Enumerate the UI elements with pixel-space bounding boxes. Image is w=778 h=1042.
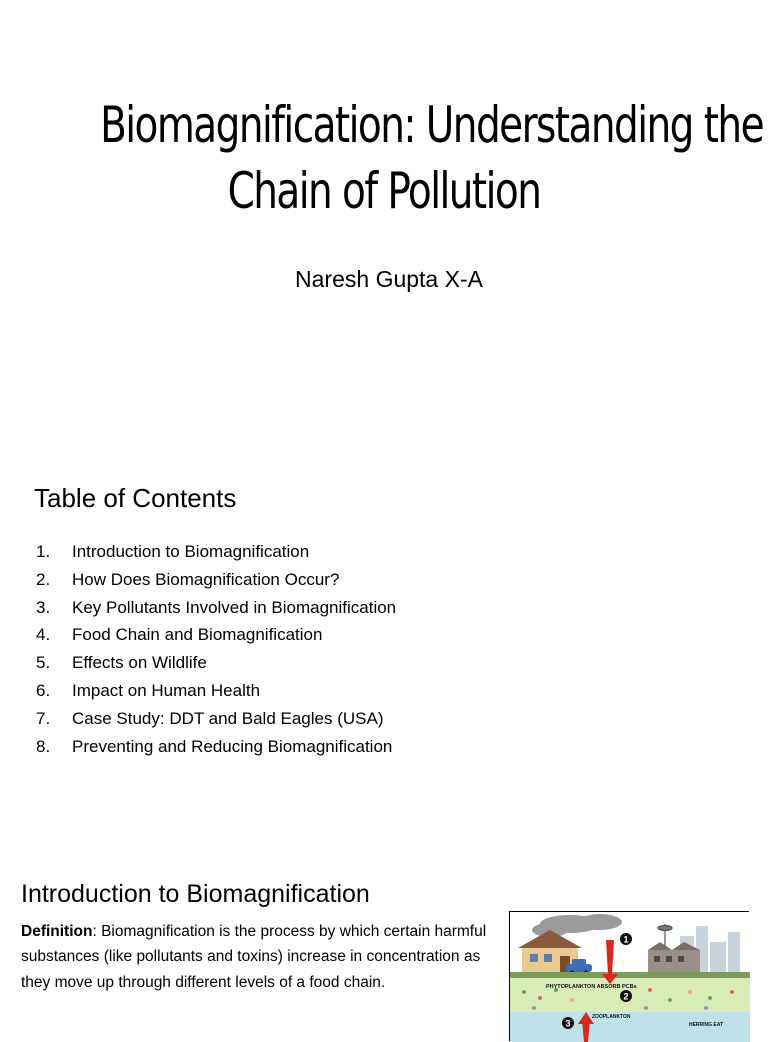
toc-item-number: 4. xyxy=(36,625,51,645)
toc-item xyxy=(36,566,396,594)
step-number: 2 xyxy=(623,991,629,1002)
figure-label-herring: HERRING EAT xyxy=(688,1022,724,1028)
toc-item-number: 7. xyxy=(36,708,51,728)
definition-label: Definition xyxy=(21,923,93,940)
toc-item xyxy=(36,705,396,733)
toc-item-number: 5. xyxy=(36,653,51,673)
toc-item-number: 1. xyxy=(36,542,51,561)
step-marker-1 xyxy=(620,933,632,945)
step-marker-3 xyxy=(562,1017,574,1029)
toc-item xyxy=(36,621,396,649)
ground xyxy=(510,972,750,978)
toc-item-label: How Does Biomagnification Occur? xyxy=(72,569,340,589)
toc-item-number: 8. xyxy=(36,736,51,756)
toc-item-label: Key Pollutants Involved in Biomagnification xyxy=(72,597,397,617)
toc-list xyxy=(36,538,396,760)
definition-text: : Biomagnification is the process by which certain harmful substances (like pollutants and toxins) increase in concentration as they move up through different levels of a food chain. xyxy=(21,923,487,991)
toc-item-label: Introduction to Biomagnification xyxy=(72,542,310,561)
definition-paragraph xyxy=(21,919,501,995)
toc-item-label: Impact on Human Health xyxy=(72,680,261,700)
toc-item-label: Preventing and Reducing Biomagnification xyxy=(72,736,393,756)
figure-label-phytoplankton: PHYTOPLANKTON ABSORB PCBs xyxy=(546,984,637,990)
toc-item-number: 6. xyxy=(36,680,51,700)
toc-item-number: 3. xyxy=(36,597,51,617)
page-title xyxy=(100,92,764,224)
title-line-1: Biomagnification: Understanding the xyxy=(100,96,764,154)
biomagnification-illustration xyxy=(509,911,749,1041)
figure-label-zooplankton: ZOOPLANKTON xyxy=(592,1014,631,1020)
toc-heading: Table of Contents xyxy=(34,483,237,513)
toc-item-label: Food Chain and Biomagnification xyxy=(72,625,323,645)
toc-item xyxy=(36,733,396,761)
step-number: 3 xyxy=(565,1018,571,1029)
toc-item-label: Effects on Wildlife xyxy=(72,653,207,673)
toc-item xyxy=(36,538,396,566)
toc-item-number: 2. xyxy=(36,569,51,589)
step-marker-2 xyxy=(620,990,632,1002)
step-number: 1 xyxy=(623,934,629,945)
section-heading-introduction: Introduction to Biomagnification xyxy=(21,880,370,908)
author-name: Naresh Gupta X-A xyxy=(295,266,483,292)
toc-item xyxy=(36,677,396,705)
toc-item-label: Case Study: DDT and Bald Eagles (USA) xyxy=(72,708,384,728)
toc-item xyxy=(36,594,396,622)
toc-item xyxy=(36,649,396,677)
title-line-2: Chain of Pollution xyxy=(227,162,541,220)
illustration-svg xyxy=(510,912,750,1042)
